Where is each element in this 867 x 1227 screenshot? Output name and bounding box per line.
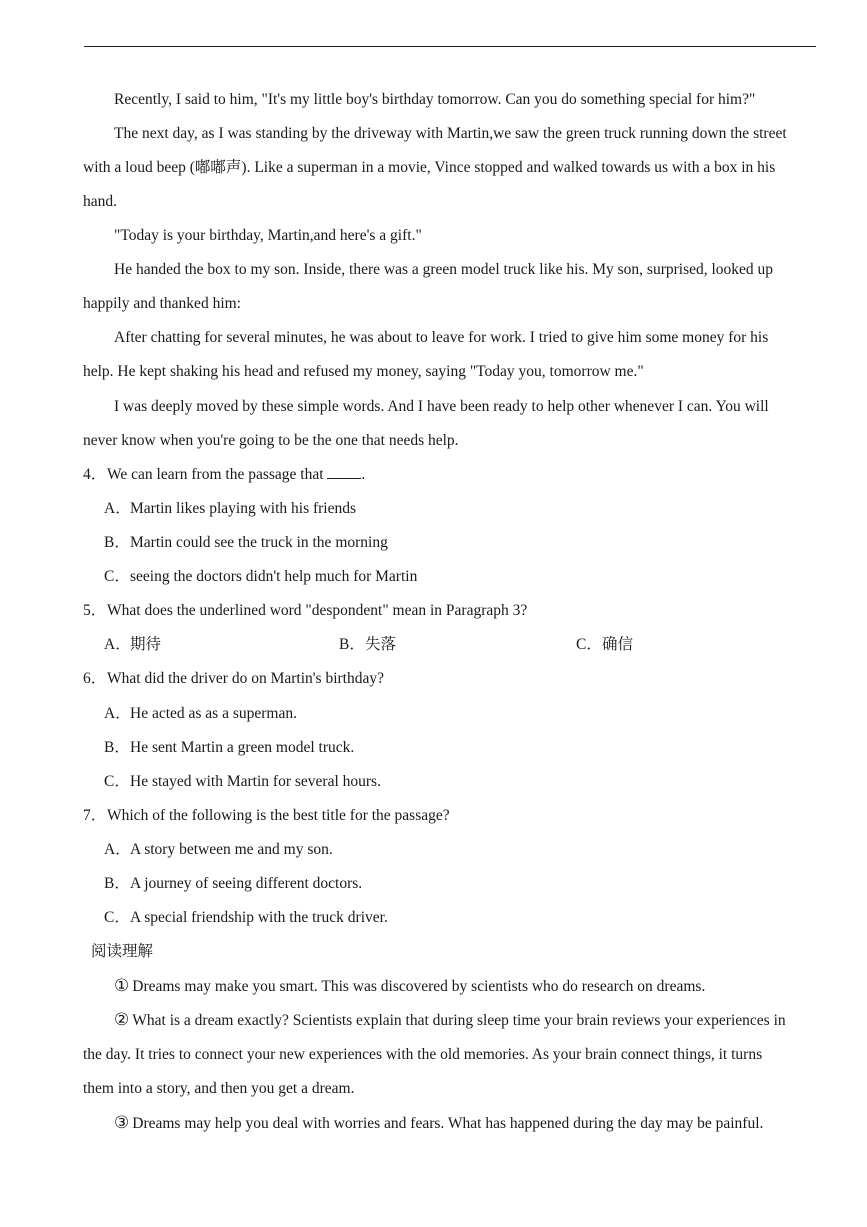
option-a[interactable]	[104, 499, 356, 519]
option-text: 期待	[130, 636, 162, 653]
option-letter: B．	[104, 739, 130, 756]
passage-line: never know when you're going to be the one that needs help.	[83, 432, 459, 449]
option-letter: C．	[576, 636, 602, 653]
question-7	[83, 806, 450, 826]
option-text: A story between me and my son.	[130, 841, 333, 858]
passage-line: with a loud beep (嘟嘟声). Like a superman in a movie, Vince stopped and walked towards us with a box in his	[83, 159, 776, 176]
question-text: We can learn from the passage that	[107, 466, 328, 483]
option-text: A special friendship with the truck driver.	[130, 909, 388, 926]
paragraph-text: What is a dream exactly? Scientists explain that during sleep time your brain reviews your experiences in	[132, 1012, 786, 1029]
circled-number-1: ①	[114, 976, 130, 996]
question-text: Which of the following is the best title for the passage?	[107, 807, 450, 824]
paragraph-text: Dreams may make you smart. This was discovered by scientists who do research on dreams.	[132, 978, 706, 995]
option-text: 失落	[365, 636, 397, 653]
question-number: 7．	[83, 807, 107, 824]
passage-line: After chatting for several minutes, he was about to leave for work. I tried to give him some money for his	[114, 329, 769, 346]
section2-paragraph-3	[114, 1113, 763, 1134]
passage-line: help. He kept shaking his head and refused my money, saying "Today you, tomorrow me."	[83, 363, 644, 380]
option-text: Martin could see the truck in the morning	[130, 534, 388, 551]
paragraph-text: Dreams may help you deal with worries and fears. What has happened during the day may be painful.	[132, 1115, 764, 1132]
option-b[interactable]	[104, 738, 354, 758]
option-text: A journey of seeing different doctors.	[130, 875, 363, 892]
option-text: He sent Martin a green model truck.	[130, 739, 355, 756]
option-text: 确信	[602, 636, 634, 653]
option-letter: B．	[339, 636, 365, 653]
question-4	[83, 465, 365, 485]
question-text-end: .	[361, 466, 366, 483]
question-6	[83, 669, 384, 689]
option-letter: A．	[104, 705, 131, 722]
option-letter: B．	[104, 534, 130, 551]
option-text: Martin likes playing with his friends	[130, 500, 357, 517]
question-5	[83, 601, 527, 621]
option-letter: C．	[104, 773, 130, 790]
answer-blank	[327, 465, 361, 479]
section2-paragraph-1	[114, 976, 705, 997]
option-letter: A．	[104, 500, 131, 517]
question-number: 4．	[83, 466, 107, 483]
question-number: 6．	[83, 670, 107, 687]
circled-number-3: ③	[114, 1113, 130, 1133]
option-a[interactable]	[104, 704, 297, 724]
passage-line: The next day, as I was standing by the driveway with Martin,we saw the green truck running down the street	[114, 125, 787, 142]
passage-line: "Today is your birthday, Martin,and here's a gift."	[114, 227, 422, 244]
passage-line: happily and thanked him:	[83, 295, 241, 312]
option-c[interactable]	[576, 635, 633, 655]
option-letter: C．	[104, 568, 130, 585]
passage-line: I was deeply moved by these simple words. And I have been ready to help other whenever I can. You will	[114, 398, 769, 415]
option-b[interactable]	[339, 635, 396, 655]
header-rule	[84, 46, 816, 47]
question-text: What does the underlined word "despondent" mean in Paragraph 3?	[107, 602, 528, 619]
passage-line: hand.	[83, 193, 118, 210]
option-text: seeing the doctors didn't help much for Martin	[130, 568, 418, 585]
paragraph-line: the day. It tries to connect your new experiences with the old memories. As your brain connect things, it turns	[83, 1046, 763, 1063]
paragraph-line: them into a story, and then you get a dream.	[83, 1080, 355, 1097]
section2-paragraph-2	[114, 1010, 786, 1031]
option-b[interactable]	[104, 533, 388, 553]
option-c[interactable]	[104, 567, 417, 587]
option-text: He acted as as a superman.	[130, 705, 297, 722]
option-letter: A．	[104, 636, 131, 653]
passage-line: He handed the box to my son. Inside, there was a green model truck like his. My son, surprised, looked up	[114, 261, 774, 278]
option-c[interactable]	[104, 772, 381, 792]
option-letter: C．	[104, 909, 130, 926]
circled-number-2: ②	[114, 1010, 130, 1030]
option-c[interactable]	[104, 908, 388, 928]
section-title: 阅读理解	[91, 943, 154, 960]
option-letter: B．	[104, 875, 130, 892]
option-text: He stayed with Martin for several hours.	[130, 773, 381, 790]
option-b[interactable]	[104, 874, 362, 894]
option-letter: A．	[104, 841, 131, 858]
passage-line: Recently, I said to him, "It's my little boy's birthday tomorrow. Can you do something special for him?"	[114, 91, 756, 108]
question-text: What did the driver do on Martin's birthday?	[107, 670, 384, 687]
option-a[interactable]	[104, 840, 333, 860]
question-number: 5．	[83, 602, 107, 619]
option-a[interactable]	[104, 635, 161, 655]
